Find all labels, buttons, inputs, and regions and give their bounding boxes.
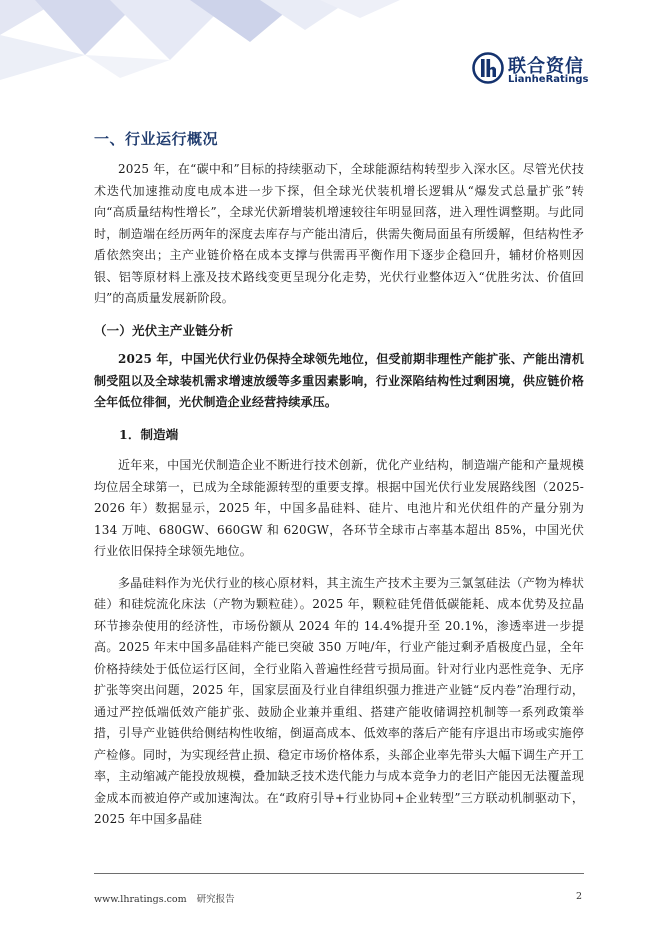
manufacturing-paragraph: 近年来，中国光伏制造企业不断进行技术创新，优化产业结构，制造端产能和产量规模均位居全球第一，已成为全球能源转型的重要支撑。根据中国光伏行业发展路线图（2025-2026 年）数据显示，2025 年，中国多晶硅料、硅片、电池片和光伏组件的产量分别为 134 万吨、680GW、660GW 和 620GW，各环节全球市占率基本超出 85%，中国光伏行业依旧保持全球领先地位。: [94, 458, 584, 558]
footer-info: [94, 891, 235, 905]
logo-chinese-name: 联合资信: [508, 56, 584, 77]
footer-divider: [94, 873, 584, 874]
polysilicon-paragraph: 多晶硅料作为光伏行业的核心原材料，其主流生产技术主要为三氯氢硅法（产物为棒状硅）和硅烷流化床法（产物为颗粒硅）。2025 年，颗粒硅凭借低碳能耗、成本优势及拉晶环节掺杂使用的经济性，市场份额从 2024 年的 14.4%提升至 20.1%，渗透率进一步提高。2025 年末中国多晶硅料产能已突破 350 万吨/年，行业产能过剩矛盾极度凸显，全年价格持续处于低位运行区间，全行业陷入普遍性经营亏损局面。针对行业内恶性竞争、无序扩张等突出问题，2025 年，国家层面及行业自律组织强力推进产业链“反内卷”治理行动，通过严控低端低效产能扩张、鼓励企业兼并重组、搭建产能收储调控机制等一系列政策举措，引导产业链供给侧结构性收缩，倒逼高成本、低效率的落后产能有序退出市场或实施停产检修。同时，为实现经营止损、稳定市场价格体系，头部企业率先带头大幅下调生产开工率，主动缩减产能投放规模，叠加缺乏技术迭代能力与成本竞争力的老旧产能因无法覆盖现金成本而被迫停产或加速淘汰。在“政府引导+行业协同+企业转型”三方联动机制驱动下，2025 年中国多晶硅: [94, 575, 584, 826]
report-body: [94, 128, 584, 831]
lianhe-logo-icon: [472, 52, 504, 84]
section-title: 一、行业运行概况: [94, 130, 219, 148]
header-decoration: [0, 0, 420, 80]
footer-doc-type: 研究报告: [196, 894, 235, 905]
intro-paragraph: 2025 年，在“碳中和”目标的持续驱动下，全球能源结构转型步入深水区。尽管光伏技术迭代加速推动度电成本进一步下探，但全球光伏装机增长逻辑从“爆发式总量扩张”转向“高质量结构性增长”，全球光伏新增装机增速较往年明显回落，进入理性调整期。与此同时，制造端在经历两年的深度去库存与产能出清后，供需失衡局面虽有所缓解，但结构性矛盾依然突出；主产业链价格在成本支撑与供需再平衡作用下逐步企稳回升，辅材价格则因银、铝等原材料上涨及技术路线变更呈现分化走势，光伏行业整体迈入“优胜劣汰、价值回归”的高质量发展新阶段。: [94, 162, 584, 305]
summary-paragraph: 2025 年，中国光伏行业仍保持全球领先地位，但受前期非理性产能扩张、产能出清机制受阻以及全球装机需求增速放缓等多重因素影响，行业深陷结构性过剩困境，供应链价格全年低位徘徊，光伏制造企业经营持续承压。: [94, 352, 584, 409]
lianhe-ratings-logo: [472, 52, 622, 92]
page-number: 2: [576, 891, 583, 902]
subsection-title: （一）光伏主产业链分析: [94, 322, 234, 338]
footer-website-link[interactable]: www.lhratings.com: [94, 894, 187, 905]
sub-subsection-title: 1．制造端: [119, 426, 179, 442]
logo-english-name: LianheRatings: [508, 74, 589, 85]
